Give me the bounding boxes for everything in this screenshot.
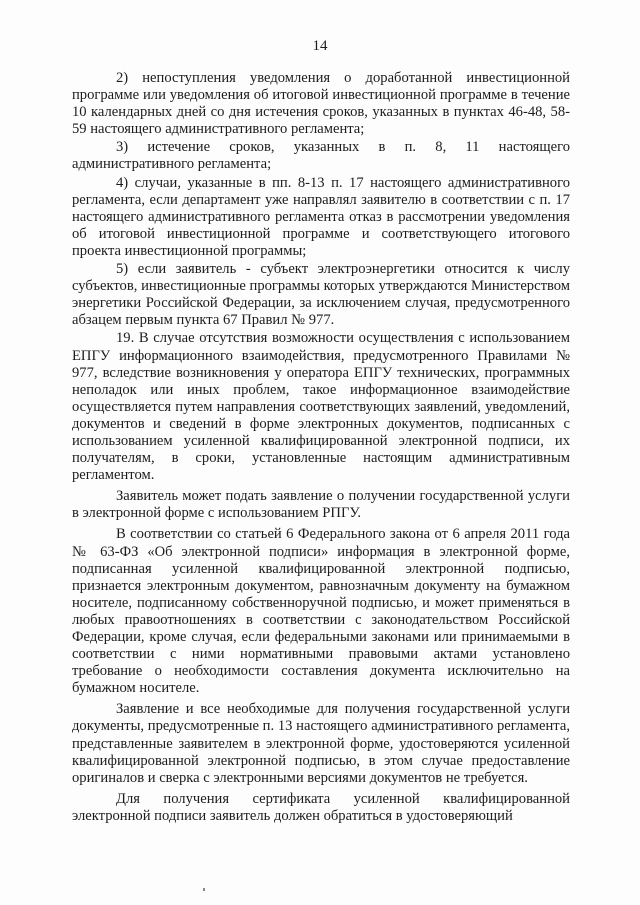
page-number: 14	[312, 38, 328, 54]
paragraph-rpgu: Заявитель может подать заявление о получении государственной услуги в электронной форме с использованием РПГУ.	[72, 488, 570, 522]
paragraph-item-5: 5) если заявитель - субъект электроэнергетики относится к числу субъектов, инвестиционные программы которых утверждаются Министерством энергетики Российской Федерации, за исключением случая, предусмотренного абзацем первым пункта 67 Правил № 977.	[72, 261, 570, 329]
paragraph-certificate: Для получения сертификата усиленной квалифицированной электронной подписи заявитель должен обратиться в удостоверяющий	[72, 790, 570, 824]
scan-speck	[203, 888, 205, 891]
paragraph-electronic-signature-law: В соответствии со статьей 6 Федерального закона от 6 апреля 2011 года № 63-ФЗ «Об электронной подписи» информация в электронной форме, подписанная усиленной квалифицированной электронной подписью, признается электронным документом, равнозначным документу на бумажном носителе, подписанному собственноручной подписью, и может применяться в любых правоотношениях в соответствии с законодательством Российской Федерации, кроме случая, если федеральными законами или принимаемыми в соответствии с ними нормативными правовыми актами установлено требование о необходимости составления документа исключительно на бумажном носителе.	[72, 526, 570, 697]
paragraph-application-documents: Заявление и все необходимые для получения государственной услуги документы, предусмотренные п. 13 настоящего административного регламента, представленные заявителем в электронной форме, удостоверяются усиленной квалифицированной электронной подписью, в этом случае предоставление оригиналов и сверка с электронными версиями документов не требуется.	[72, 701, 570, 786]
paragraph-item-4: 4) случаи, указанные в пп. 8-13 п. 17 настоящего административного регламента, если департамент уже направлял заявителю в соответствии с п. 17 настоящего административного регламента отказ в рассмотрении уведомления об итоговой инвестиционной программе и соответствующего итогового проекта инвестиционной программы;	[72, 174, 570, 259]
paragraph-item-2: 2) непоступления уведомления о доработанной инвестиционной программе или уведомления об итоговой инвестиционной программе в течение 10 календарных дней со дня истечения сроков, указанных в пунктах 46-48, 58-59 настоящего административного регламента;	[72, 70, 570, 138]
paragraph-item-3: 3) истечение сроков, указанных в п. 8, 11 настоящего административного регламента;	[72, 139, 570, 173]
document-body	[72, 70, 570, 825]
paragraph-clause-19: 19. В случае отсутствия возможности осуществления с использованием ЕПГУ информационного взаимодействия, предусмотренного Правилами № 977, вследствие возникновения у оператора ЕПГУ технических, программных неполадок или иных проблем, такое информационное взаимодействие осуществляется путем направления соответствующих заявлений, уведомлений, документов и сведений в форме электронных документов, подписанных с использованием усиленной квалифицированной электронной подписи, их получателям, в сроки, установленные настоящим административным регламентом.	[72, 330, 570, 484]
